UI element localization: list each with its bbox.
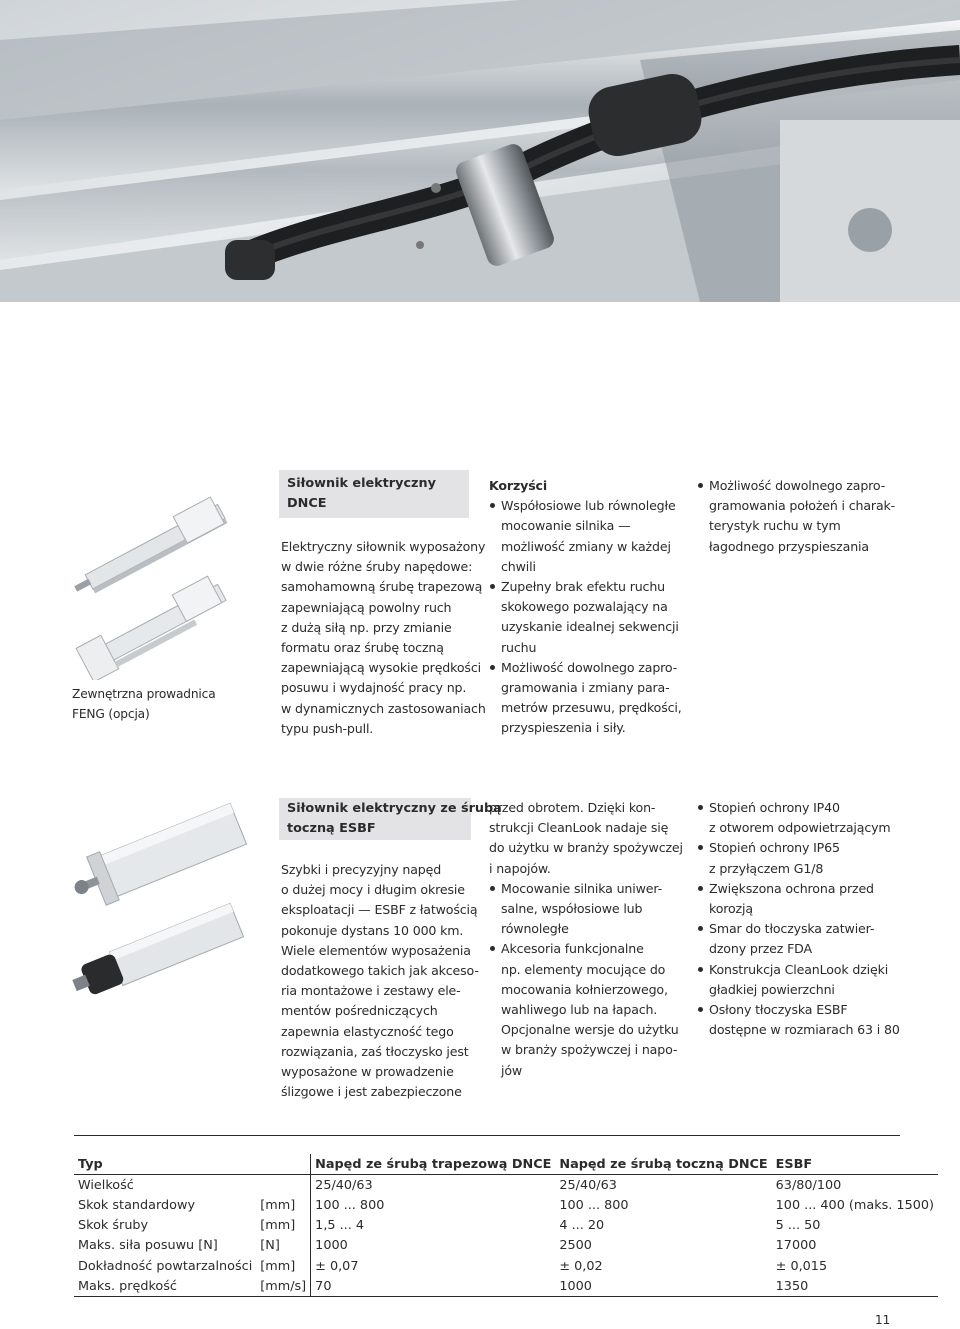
benefit-item (697, 476, 897, 557)
text-line: Zupełny brak efektu ruchu (501, 579, 665, 595)
benefit-item (489, 496, 679, 577)
text-line: korozją (709, 901, 753, 917)
text-line: uzyskanie idealnej sekwencji (501, 619, 679, 635)
text-line: dzony przez FDA (709, 941, 812, 957)
table-cell: 17000 (775, 1238, 817, 1254)
text-line: z dużą siłą np. przy zmianie (281, 619, 452, 635)
text-line: zapewniającą wysokie prędkości (281, 660, 481, 676)
text-line: dodatkowego takich jak akceso- (281, 963, 479, 979)
text-line: o dużej mocy i długim okresie (281, 882, 465, 898)
table-cell: 1,5 ... 4 (311, 1216, 556, 1236)
feature-item (489, 939, 689, 1080)
text-line: Współosiowe lub równoległe (501, 498, 676, 514)
text-line: łagodnego przyspieszania (709, 538, 869, 554)
table-cell: 5 ... 50 (775, 1218, 821, 1234)
benefits-title: Korzyści (489, 478, 548, 493)
table-cell: 2500 (559, 1238, 592, 1254)
text-line: zapewnia elastyczność tego (281, 1023, 454, 1039)
dnce-product-image (66, 468, 248, 680)
text-line: mocowania kołnierzowego, (501, 981, 668, 997)
table-row (74, 1236, 938, 1256)
feature-item (697, 838, 907, 878)
text-line: samohamowną śrubę trapezową (281, 579, 483, 595)
text-line: typu push-pull. (281, 720, 374, 736)
text-line: np. elementy mocujące do (501, 961, 666, 977)
feature-item (697, 960, 907, 1000)
text-line: wyposażone w prowadzenie (281, 1064, 454, 1080)
feng-caption (72, 684, 216, 724)
text-line: gramowania położeń i charak- (709, 498, 896, 514)
feature-item (489, 879, 689, 940)
table-cell: [mm] (260, 1197, 296, 1213)
text-line: Smar do tłoczyska zatwier- (709, 921, 875, 937)
benefits-column (489, 476, 682, 739)
feature-item (697, 798, 907, 838)
text-line: dostępne w rozmiarach 63 i 80 (709, 1022, 900, 1038)
title-line: toczną ESBF (287, 821, 376, 837)
text-line: Osłony tłoczyska ESBF (709, 1002, 848, 1018)
table-cell: ± 0,02 (559, 1258, 603, 1274)
text-line: z przyłączem G1/8 (709, 860, 824, 876)
header-cell: Napęd ze śrubą toczną DNCE (555, 1154, 771, 1175)
section1-title: Siłownik elektryczny DNCE (279, 470, 469, 518)
header-cell: Typ (74, 1154, 256, 1175)
table-cell: ± 0,015 (775, 1258, 828, 1274)
text-line: Elektryczny siłownik wyposażony (281, 539, 486, 554)
table-row (74, 1216, 938, 1236)
text-line: możliwość zmiany w każdej (501, 538, 671, 554)
text-line: rozwiązania, zaś tłoczysko jest (281, 1043, 469, 1059)
text-line: przyspieszenia i siły. (501, 720, 626, 736)
table-cell: 1000 (555, 1276, 771, 1297)
benefits-column-2 (697, 476, 897, 557)
text-line: salne, współosiowe lub (501, 901, 643, 917)
table-cell: 100 ... 800 (311, 1195, 556, 1215)
text-line: metrów przesuwu, prędkości, (501, 700, 682, 716)
feature-item (697, 1000, 907, 1040)
text-line: w dwie różne śruby napędowe: (281, 559, 473, 575)
title-line: Siłownik elektryczny ze śrubą (287, 801, 502, 816)
table-cell: Skok standardowy (78, 1197, 196, 1213)
text-line: Opcjonalne wersje do użytku (501, 1022, 679, 1038)
text-line: gładkiej powierzchni (709, 981, 835, 997)
section2-description (281, 860, 479, 1102)
text-line: mocowanie silnika — (501, 518, 631, 534)
benefit-item (489, 577, 679, 658)
header-cell: ESBF (772, 1154, 938, 1175)
text-line: przed obrotem. Dzięki kon- (489, 800, 656, 815)
section2-column-3 (697, 798, 907, 1040)
text-line: Wiele elementów wyposażenia (281, 942, 471, 958)
table-cell: 100 ... 400 (maks. 1500) (775, 1197, 934, 1213)
page-number: 11 (875, 1313, 891, 1327)
text-line: skokowego pozwalający na (501, 599, 668, 615)
table-cell: Maks. prędkość (74, 1276, 256, 1297)
benefit-item (489, 658, 682, 739)
text-line: Konstrukcja CleanLook dzięki (709, 961, 889, 977)
text-line: formatu oraz śrubę toczną (281, 640, 444, 656)
text-line: Mocowanie silnika uniwer- (501, 880, 662, 896)
table-cell: 4 ... 20 (559, 1218, 605, 1234)
feature-item (697, 919, 907, 959)
table-cell: 1350 (772, 1276, 938, 1297)
table-cell: [mm/s] (256, 1276, 310, 1297)
text-line: posuwu i wydajność pracy np. (281, 680, 467, 696)
text-line: Zwiększona ochrona przed (709, 880, 874, 896)
text-line: ślizgowe i jest zabezpieczone (281, 1084, 462, 1100)
text-line: ruchu (501, 639, 537, 655)
table-cell: 25/40/63 (559, 1177, 617, 1193)
table-top-rule (74, 1135, 900, 1154)
table-cell: [mm] (260, 1218, 296, 1234)
text-line: z otworem odpowietrzającym (709, 820, 891, 836)
text-line: Możliwość dowolnego zapro- (501, 659, 678, 675)
text-line: mentów pośredniczących (281, 1003, 438, 1019)
spec-table (74, 1154, 938, 1297)
table-cell: Wielkość (78, 1177, 134, 1193)
text-line: Stopień ochrony IP65 (709, 840, 840, 856)
text-line: gramowania i zmiany para- (501, 680, 670, 696)
table-cell: 1000 (311, 1236, 556, 1256)
caption-line: FENG (opcja) (72, 707, 150, 722)
table-cell: [N] (260, 1238, 280, 1254)
text-line: ria montażowe i zestawy ele- (281, 983, 461, 999)
text-line: w dynamicznych zastosowaniach (281, 700, 486, 716)
text-line: w branży spożywczej i napo- (501, 1042, 678, 1058)
table-cell (256, 1175, 310, 1196)
caption-line: Zewnętrzna prowadnica (72, 687, 216, 701)
table-cell: Maks. siła posuwu [N] (78, 1238, 218, 1254)
section2-title (279, 798, 502, 840)
feature-item (697, 879, 907, 919)
table-cell: [mm] (260, 1258, 296, 1274)
table-cell: 25/40/63 (311, 1175, 556, 1196)
text-line: i napojów. (489, 860, 551, 876)
text-line: Akcesoria funkcjonalne (501, 941, 644, 957)
hero-photo (0, 0, 960, 302)
table-cell: Skok śruby (78, 1218, 149, 1234)
table-row (74, 1195, 938, 1215)
table-cell: ± 0,07 (311, 1256, 556, 1276)
table-row (74, 1256, 938, 1276)
table-cell: Dokładność powtarzalności (78, 1258, 253, 1274)
table-cell: 63/80/100 (775, 1177, 842, 1193)
esbf-product-image (68, 790, 253, 995)
text-line: równoległe (501, 921, 569, 937)
table-cell: 70 (311, 1276, 556, 1297)
table-row (74, 1276, 938, 1297)
table-header-row (74, 1154, 938, 1175)
text-line: Stopień ochrony IP40 (709, 800, 840, 815)
text-line: Możliwość dowolnego zapro- (709, 478, 886, 493)
text-line: eksploatacji — ESBF z łatwością (281, 902, 478, 918)
text-line: do użytku w branży spożywczej (489, 840, 683, 856)
header-cell (256, 1154, 310, 1175)
text-line: chwili (501, 558, 536, 574)
text-line: jów (501, 1062, 523, 1078)
text-line: Szybki i precyzyjny napęd (281, 862, 442, 877)
header-cell: Napęd ze śrubą trapezową DNCE (311, 1154, 556, 1175)
section2-column-2 (489, 798, 689, 1081)
text-line: zapewniającą powolny ruch (281, 599, 452, 615)
section1-description (281, 537, 486, 739)
table-row (74, 1175, 938, 1196)
text-line: terystyk ruchu w tym (709, 518, 841, 534)
text-line: strukcji CleanLook nadaje się (489, 820, 669, 836)
text-line: pokonuje dystans 10 000 km. (281, 922, 464, 938)
table-cell: 100 ... 800 (559, 1197, 629, 1213)
spec-table-wrapper (74, 1135, 934, 1297)
text-line: wahliwego lub na łapach. (501, 1002, 658, 1018)
